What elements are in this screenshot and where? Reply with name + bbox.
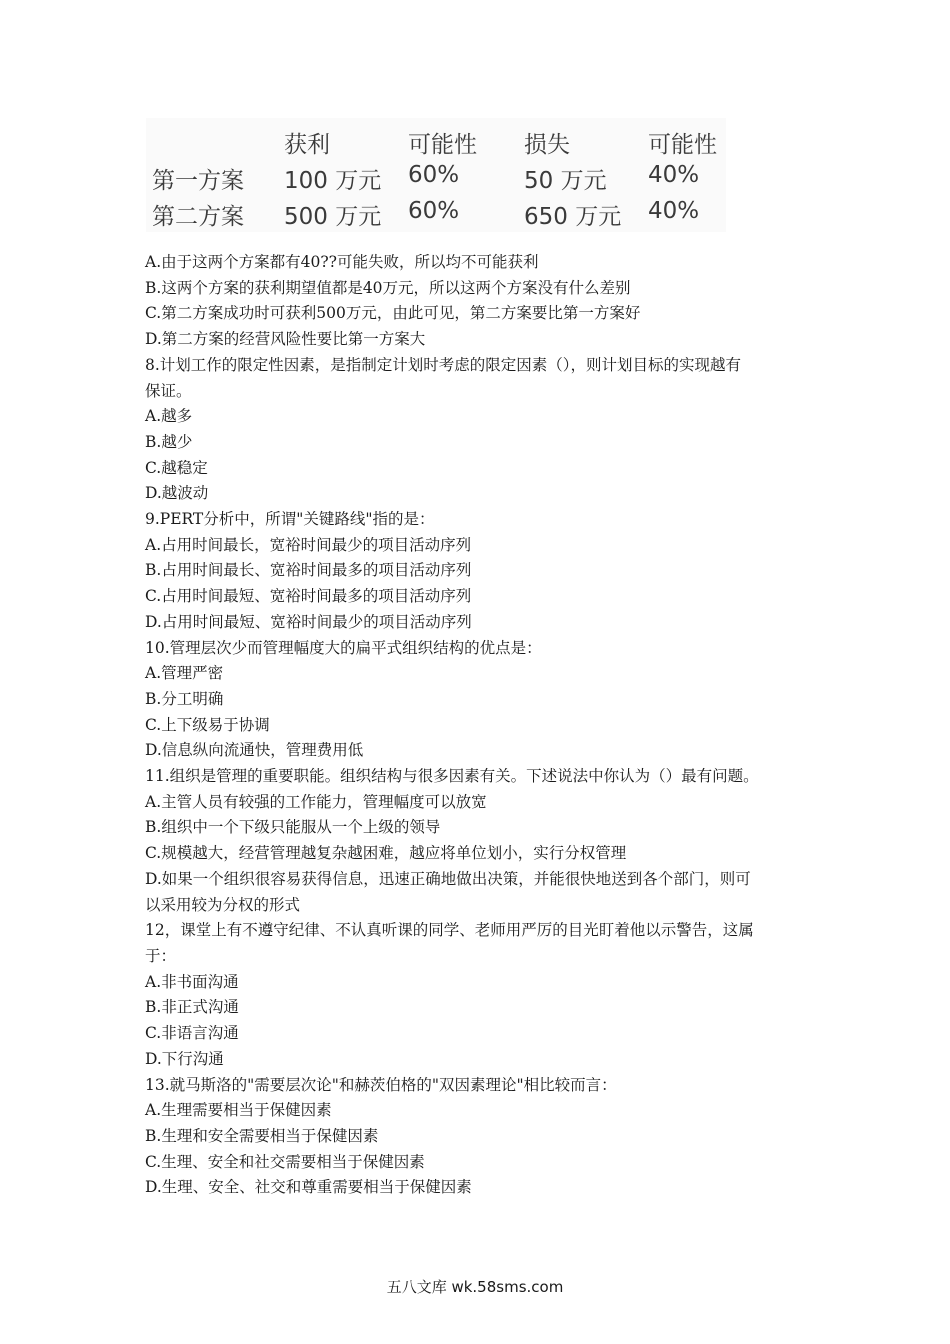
row1-profit: 100 万元 (284, 168, 382, 194)
text-line: D.越波动 (145, 484, 209, 503)
text-line: D.生理、安全、社交和尊重需要相当于保健因素 (145, 1178, 472, 1197)
decision-table-image (146, 118, 726, 232)
text-line: 11.组织是管理的重要职能。组织结构与很多因素有关。下述说法中你认为（）最有问题。 (145, 767, 759, 786)
row2-prob2: 40% (648, 198, 700, 224)
text-line: C.规模越大，经营管理越复杂越困难，越应将单位划小，实行分权管理 (145, 844, 627, 863)
text-line: A.生理需要相当于保健因素 (145, 1101, 332, 1120)
text-line: 保证。 (145, 381, 192, 400)
text-line: C.越稳定 (145, 458, 208, 477)
text-line: C.占用时间最短、宽裕时间最多的项目活动序列 (145, 587, 472, 606)
row2-prob1: 60% (408, 198, 460, 224)
text-line: A.管理严密 (145, 664, 224, 683)
text-line: D.信息纵向流通快，管理费用低 (145, 741, 364, 760)
text-line: D.第二方案的经营风险性要比第一方案大 (145, 330, 426, 349)
text-line: B.非正式沟通 (145, 998, 239, 1017)
text-line: C.第二方案成功时可获利500万元，由此可见，第二方案要比第一方案好 (145, 304, 641, 323)
text-line: 于： (145, 946, 177, 965)
text-line: B.分工明确 (145, 689, 224, 708)
text-line: B.这两个方案的获利期望值都是40万元，所以这两个方案没有什么差别 (145, 278, 631, 297)
row1-label: 第一方案 (152, 168, 244, 194)
text-line: 10.管理层次少而管理幅度大的扁平式组织结构的优点是： (145, 638, 542, 657)
text-line: 以采用较为分权的形式 (145, 895, 301, 914)
header-probability-2: 可能性 (648, 132, 717, 158)
text-line: B.组织中一个下级只能服从一个上级的领导 (145, 818, 441, 837)
text-line: 13.就马斯洛的"需要层次论"和赫茨伯格的"双因素理论"相比较而言： (145, 1075, 617, 1094)
text-line: B.生理和安全需要相当于保健因素 (145, 1126, 379, 1145)
text-line: D.如果一个组织很容易获得信息，迅速正确地做出决策，并能很快地送到各个部门，则可 (145, 869, 751, 888)
text-line: B.越少 (145, 432, 193, 451)
text-line: C.生理、安全和社交需要相当于保健因素 (145, 1152, 425, 1171)
row2-profit: 500 万元 (284, 204, 382, 230)
header-profit: 获利 (284, 132, 330, 158)
text-line: A.占用时间最长，宽裕时间最少的项目活动序列 (145, 535, 472, 554)
question-text (145, 250, 815, 1201)
header-probability-1: 可能性 (408, 132, 477, 158)
text-line: D.占用时间最短、宽裕时间最少的项目活动序列 (145, 612, 472, 631)
text-line: 9.PERT分析中，所谓"关键路线"指的是： (145, 510, 435, 529)
row1-prob2: 40% (648, 162, 700, 188)
text-line: C.上下级易于协调 (145, 715, 270, 734)
text-line: C.非语言沟通 (145, 1024, 239, 1043)
row2-label: 第二方案 (152, 204, 244, 230)
text-line: A.越多 (145, 407, 193, 426)
row1-loss: 50 万元 (524, 168, 607, 194)
text-line: 8.计划工作的限定性因素，是指制定计划时考虑的限定因素（），则计划目标的实现越有 (145, 355, 742, 374)
row2-loss: 650 万元 (524, 204, 622, 230)
text-line: A.非书面沟通 (145, 972, 239, 991)
text-line: A.由于这两个方案都有40??可能失败，所以均不可能获利 (145, 253, 539, 271)
row1-prob1: 60% (408, 162, 460, 188)
footer-watermark: 五八文库 wk.58sms.com (386, 1278, 564, 1296)
text-line: A.主管人员有较强的工作能力，管理幅度可以放宽 (145, 792, 487, 811)
text-line: B.占用时间最长、宽裕时间最多的项目活动序列 (145, 561, 472, 580)
text-line: D.下行沟通 (145, 1049, 224, 1068)
text-line: 12，课堂上有不遵守纪律、不认真听课的同学、老师用严厉的目光盯着他以示警告，这属 (145, 921, 754, 940)
header-loss: 损失 (524, 132, 570, 158)
